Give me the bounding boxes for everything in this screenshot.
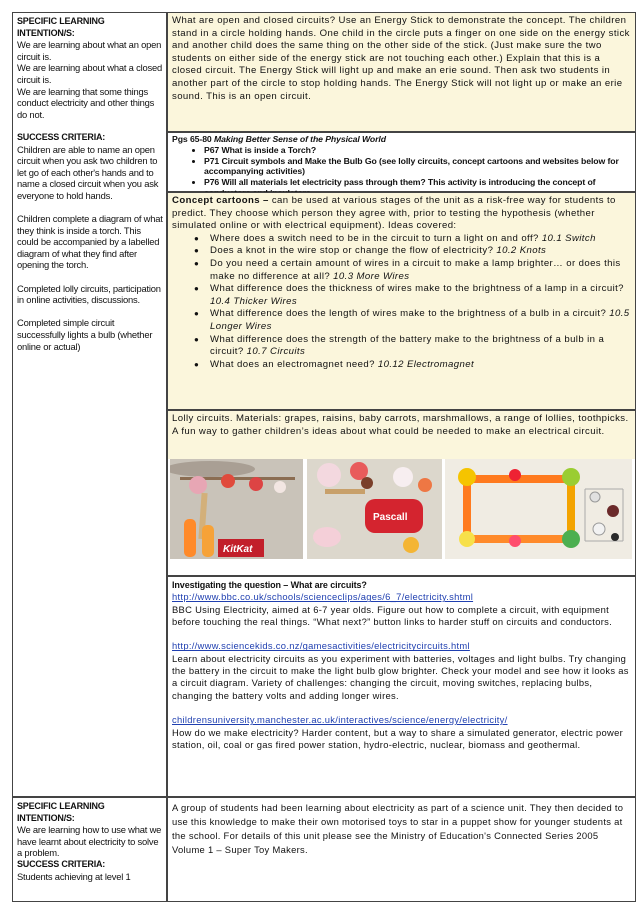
criteria-line: Completed lolly circuits, participation in online activities, discussions. bbox=[17, 282, 161, 306]
criteria-line: Children complete a diagram of what they think is inside a torch. This could be accompanied by a labelled diagram of what they find after opening the torch. bbox=[17, 213, 163, 271]
criteria-line: Children are able to name an open circuit when you ask two children to let go of each other's hands and to name a closed circuit when you ask everyone to hold hands. bbox=[17, 143, 159, 201]
childrens-university-description: How do we make electricity? Harder content, but a way to share a simulated generator, electric power station, oil, coal or gas fired power station, hydro-electric, nuclear, biomass and geothermal. bbox=[172, 726, 624, 750]
list-item: ● Do you need a certain amount of wires in a circuit to make a lamp brighter… or does this make no difference at all? 10.3 More Wires bbox=[194, 258, 631, 283]
intention-line: We are learning about what an open circuit is. bbox=[17, 39, 162, 62]
list-item: ● What difference does the strength of the battery make to the brightness of a bulb in a circuit? 10.7 Circuits bbox=[194, 334, 631, 359]
list-item: ● What does an electromagnet need? 10.12 Electromagnet bbox=[194, 359, 631, 372]
energy-stick-cell bbox=[167, 12, 636, 132]
lolly-text: Lolly circuits. Materials: grapes, raisins, baby carrots, marshmallows, a range of lollies, toothpicks. bbox=[172, 413, 629, 424]
intention-heading: SPECIFIC LEARNING INTENTION/S: bbox=[17, 801, 105, 823]
list-item: ● What difference does the length of wires make to the brightness of a bulb in a circuit? 10.5 Longer Wires bbox=[194, 308, 631, 333]
concept-cartoons-list bbox=[172, 233, 631, 372]
lolly-photo-3-art bbox=[445, 459, 632, 559]
concept-cartoons-intro: Concept cartoons – can be used at various stages of the unit as a risk-free way for students to predict. They choose which person they agree with, prior to testing the hypothesis (whether simulated online or with electrical equipment). Ideas covered: bbox=[172, 195, 616, 232]
intention-line: We are learning how to use what we have learnt about electricity to solve a problem. bbox=[17, 824, 162, 859]
intention-heading: SPECIFIC LEARNING INTENTION/S: bbox=[17, 16, 105, 38]
sciencekids-description: Learn about electricity circuits as you experiment with batteries, voltages and light bulbs. Try changing the battery in the circuit to make the light bulb glow brighter. Check your model and see how it looks as a circuit diagram. Variety of challenges: changing the circuit, moving switches, replacing bulbs, changing the battery volts and adding longer wires. bbox=[172, 652, 629, 701]
pages-item: • P67 What is inside a Torch? bbox=[204, 145, 631, 156]
investigating-links-cell bbox=[167, 576, 636, 797]
kitkat-label: KitKat bbox=[223, 544, 253, 555]
lolly-photo-1-art bbox=[170, 459, 303, 559]
bbc-description: BBC Using Electricity, aimed at 6-7 year olds. Figure out how to complete a circuit, with equipment before touching the real things. “What next?” button links to harder stuff on circuits and conductors. bbox=[172, 603, 613, 627]
learning-intention-cell-2 bbox=[12, 797, 167, 902]
puppet-show-cell bbox=[167, 797, 636, 902]
lolly-photo-2-art bbox=[307, 459, 442, 559]
lesson-plan-table bbox=[12, 12, 636, 902]
lolly-circuits-cell bbox=[167, 410, 636, 576]
lolly-circuit-photo-1 bbox=[170, 459, 303, 559]
criteria-line: Completed simple circuit successfully lights a bulb (whether online or actual) bbox=[17, 317, 153, 352]
lolly-circuit-photo-3 bbox=[445, 459, 632, 559]
energy-stick-text: What are open and closed circuits? Use an Energy Stick to demonstrate the concept. The children stand in a circle holding hands. One child in the circle puts a finger on one side on the energy stick and another child does the same thing on the other side of the stick. (Just make sure the two students on either side of the energy stick are not touching each other.) Explain that this is a closed circuit. The Energy Stick will light up and make an erie sound. Then ask two students in another part of the circle to stop holding hands. The Energy Stick will not light up or make an erie sound. This is an open circuit. bbox=[172, 15, 630, 102]
wrapper-label: Pascall bbox=[373, 512, 408, 523]
bbc-electricity-link[interactable]: http://www.bbc.co.uk/schools/scienceclips/ages/6_7/electricity.shtml bbox=[172, 591, 474, 603]
criteria-heading: SUCCESS CRITERIA: bbox=[17, 858, 106, 869]
learning-intention-cell bbox=[12, 12, 167, 797]
concept-cartoons-cell bbox=[167, 192, 636, 410]
puppet-show-text: A group of students had been learning about electricity as part of a science unit. They then decided to use this knowledge to make their own motorised toys to star in a puppet show for younger students at the school. For details of this unit please see the Ministry of Education's Connected Series 2005 Volume 1 – Super Toy Makers. bbox=[172, 802, 624, 855]
pages-item: • P76 Will all materials let electricity pass through them? This activity is introducing the concept of bbox=[204, 177, 631, 199]
pages-heading: Pgs 65-80 Making Better Sense of the Physical World bbox=[172, 134, 386, 144]
intention-line: We are learning that some things conduct electricity and other things do not. bbox=[17, 85, 155, 120]
sciencekids-link[interactable]: http://www.sciencekids.co.nz/gamesactivities/electricitycircuits.html bbox=[172, 640, 470, 652]
pages-reference-cell bbox=[167, 132, 636, 192]
lolly-text-2: A fun way to gather children’s ideas about what could be needed to make an electrical circuit. bbox=[172, 425, 605, 437]
list-item: ● What difference does the thickness of wires make to the brightness of a lamp in a circuit? 10.4 Thicker Wires bbox=[194, 283, 631, 308]
criteria-heading: SUCCESS CRITERIA: bbox=[17, 131, 106, 142]
pages-item: • P71 Circuit symbols and Make the Bulb Go (see lolly circuits, concept cartoons and websites below for accompanying activities) bbox=[204, 156, 631, 178]
links-heading: Investigating the question – What are circuits? bbox=[172, 580, 367, 590]
criteria-line: Students achieving at level 1 bbox=[17, 870, 131, 882]
list-item: ● Does a knot in the wire stop or change the flow of electricity? 10.2 Knots bbox=[194, 245, 631, 258]
lolly-circuit-photo-2 bbox=[307, 459, 442, 559]
childrens-university-link[interactable]: childrensuniversity.manchester.ac.uk/interactives/science/energy/electricity/ bbox=[172, 714, 508, 726]
intention-line: We are learning about what a closed circuit is. bbox=[17, 62, 163, 85]
list-item: ● Where does a switch need to be in the circuit to turn a light on and off? 10.1 Switch bbox=[194, 233, 631, 246]
